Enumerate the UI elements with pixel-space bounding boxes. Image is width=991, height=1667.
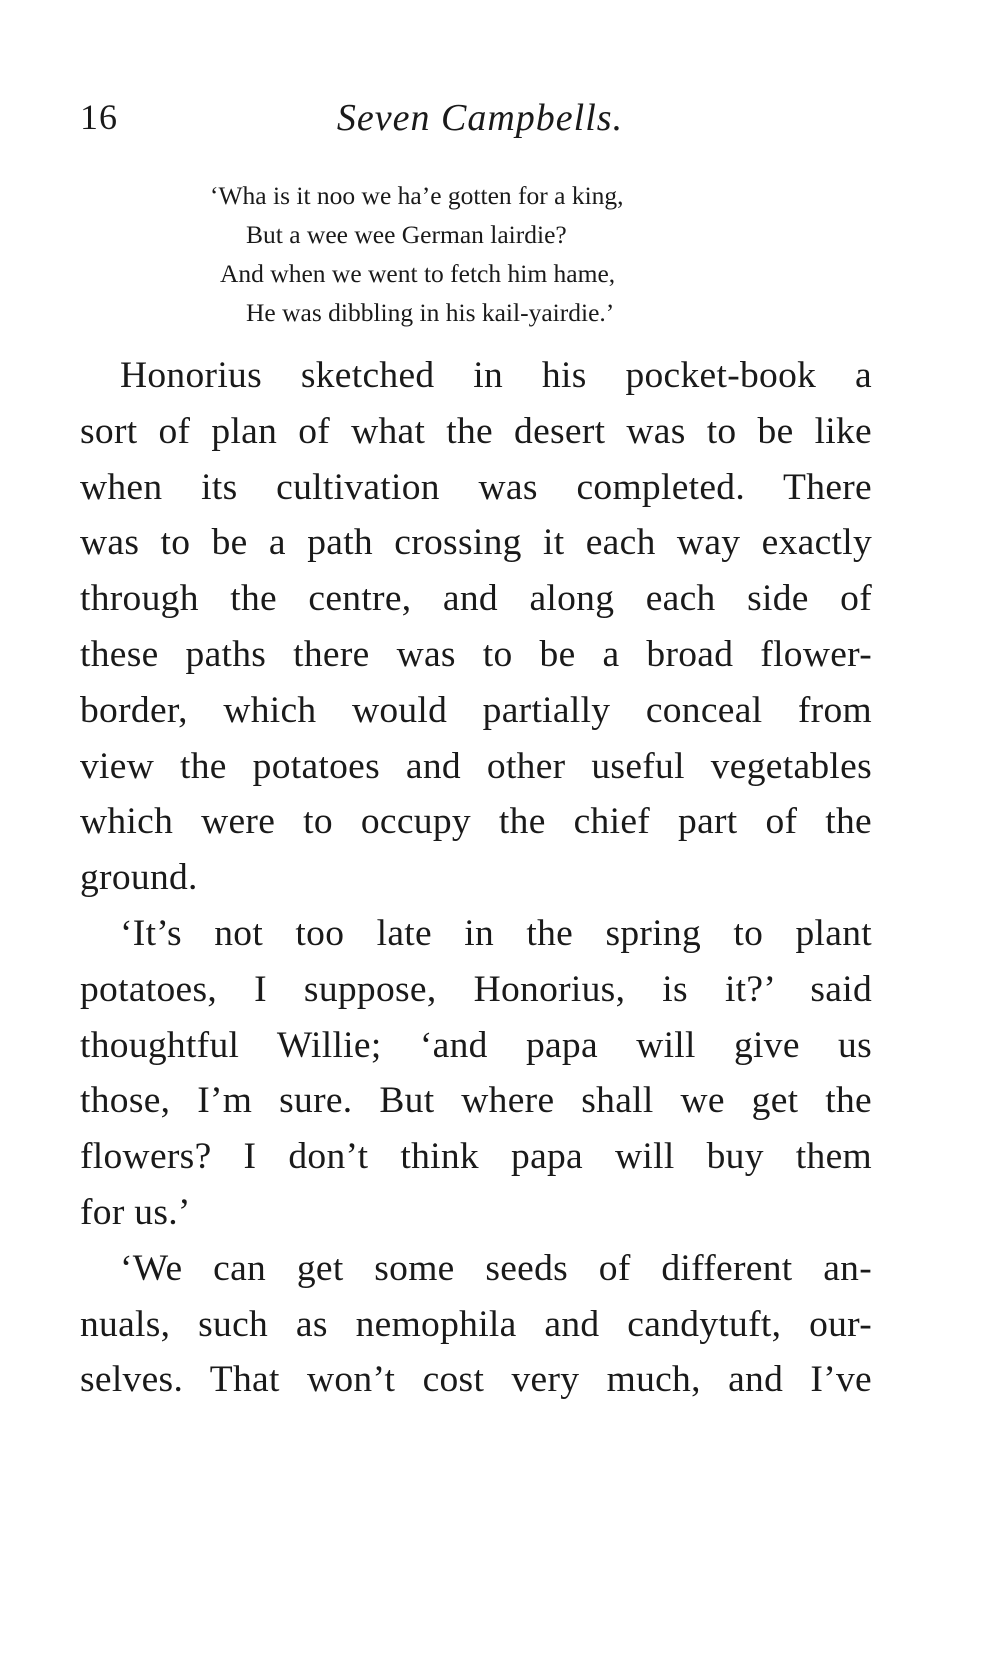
- text-line: when its cultivation was completed. There: [80, 466, 872, 508]
- paragraph: [80, 1241, 872, 1408]
- text-line: border, which would partially conceal from: [80, 689, 872, 731]
- paragraph: [80, 348, 872, 906]
- verse-line: But a wee wee German lairdie?: [246, 220, 567, 249]
- verse-line: He was dibbling in his kail-yairdie.’: [246, 298, 615, 327]
- verse-line: And when we went to fetch him hame,: [220, 259, 616, 288]
- paragraph: [80, 906, 872, 1241]
- text-line: ‘We can get some seeds of different an-: [120, 1247, 872, 1289]
- text-line: view the potatoes and other useful vegetables: [80, 745, 872, 787]
- text-line: those, I’m sure. But where shall we get the: [80, 1080, 872, 1122]
- verse-line: ‘Wha is it noo we ha’e gotten for a king,: [210, 181, 624, 210]
- page-header: [80, 96, 880, 146]
- text-line: which were to occupy the chief part of the: [80, 801, 872, 843]
- running-title: Seven Campbells.: [336, 97, 624, 139]
- text-line: potatoes, I suppose, Honorius, is it?’ said: [80, 968, 872, 1010]
- text-line: selves. That won’t cost very much, and I’ve: [80, 1359, 872, 1401]
- page-number: 16: [80, 97, 118, 137]
- text-line: nuals, such as nemophila and candytuft, our-: [80, 1303, 872, 1345]
- text-line: through the centre, and along each side of: [80, 578, 872, 620]
- text-line: Honorius sketched in his pocket-book a: [120, 355, 872, 396]
- text-line: for us.’: [80, 1191, 191, 1233]
- text-line: was to be a path crossing it each way exactly: [80, 522, 872, 564]
- text-line: ground.: [80, 857, 198, 899]
- text-line: these paths there was to be a broad flower-: [80, 633, 872, 675]
- text-line: ‘It’s not too late in the spring to plant: [120, 912, 872, 954]
- body-text: [80, 348, 872, 1408]
- text-line: thoughtful Willie; ‘and papa will give us: [80, 1024, 872, 1066]
- text-line: flowers? I don’t think papa will buy them: [80, 1136, 872, 1178]
- text-line: sort of plan of what the desert was to be like: [80, 410, 872, 452]
- verse-block: [210, 176, 770, 332]
